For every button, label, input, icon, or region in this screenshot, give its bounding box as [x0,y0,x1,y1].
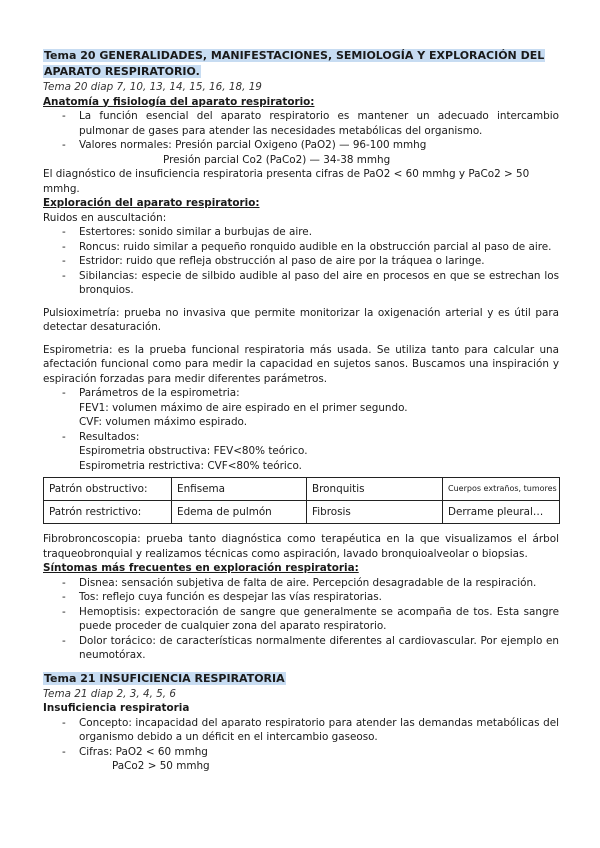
list-item: - Estridor: ruido que refleja obstrucción al paso de aire por la tráquea o laringe. [43,254,559,269]
resultados-list [43,430,559,445]
ruidos-intro: Ruidos en auscultación: [43,211,167,224]
tema21-title-text: Tema 21 INSUFICIENCIA RESPIRATORIA [44,671,285,685]
espirometria-text: Espirometria: es la prueba funcional respiratoria más usada. Se utiliza tanto para calcular una afectación funcional como para medir la capacidad en sujetos sanos. Buscamos una inspiración y espiración forzadas para medir diferentes parámetros. [43,343,559,385]
tema21-slides: Tema 21 diap 2, 3, 4, 5, 6 [43,687,176,700]
exploracion-heading: Exploración del aparato respiratorio: [43,197,260,209]
list-item: - Roncus: ruido similar a pequeño ronquido audible en la obstrucción parcial al paso de aire. [43,240,559,255]
table-cell: Derrame pleural… [443,501,560,524]
table-cell: Patrón restrictivo: [44,501,172,524]
table-cell: Patrón obstructivo: [44,478,172,501]
insuficiencia-heading: Insuficiencia respiratoria [43,702,190,714]
tema20-title-line2: APARATO RESPIRATORIO. [44,65,200,78]
anatomia-heading: Anatomía y fisiología del aparato respiratorio: [43,95,315,108]
table-row [44,478,560,501]
diagnostico-text: El diagnóstico de insuficiencia respiratoria presenta cifras de PaO2 < 60 mmhg y PaCo2 > 50 mmhg. [43,168,530,195]
list-item: - Estertores: sonido similar a burbujas de aire. [43,225,559,240]
list-item: - Dolor torácico: de características normalmente diferentes al cardiovascular. Por ejemplo en neumotórax. [43,634,559,663]
list-item: - Disnea: sensación subjetiva de falta de aire. Percepción desagradable de la respiración. [43,576,559,591]
tema21-title [43,671,559,687]
ruidos-list [43,225,559,298]
table-row [44,501,560,524]
fev1-text: FEV1: volumen máximo de aire espirado en el primer segundo. [79,401,408,414]
insuficiencia-list [43,716,559,760]
sintomas-list [43,576,559,663]
table-cell: Enfisema [172,478,307,501]
tema20-title-line1: Tema 20 GENERALIDADES, MANIFESTACIONES, SEMIOLOGÍA Y EXPLORACIÓN DEL [44,49,545,62]
patrones-table [43,477,560,524]
document-content [43,48,559,774]
sintomas-heading: Síntomas más frecuentes en exploración respiratoria: [43,562,359,574]
pulsioximetria-text: Pulsioximetría: prueba no invasiva que permite monitorizar la oxigenación arterial y es útil para detectar desaturación. [43,306,559,333]
list-item: - Cifras: PaO2 < 60 mmhg [43,745,559,760]
list-item: - Parámetros de la espirometria: [43,386,559,401]
tema20-title [43,48,559,80]
parametros-list [43,386,559,401]
valores-normales-cont: Presión parcial Co2 (PaCo2) — 34-38 mmhg [163,153,391,166]
list-item: - Resultados: [43,430,559,445]
cvf-text: CVF: volumen máximo espirado. [79,416,248,428]
list-item: - Sibilancias: especie de silbido audible al paso del aire en procesos en que se estrechan los bronquios. [43,269,559,298]
table-cell: Cuerpos extraños, tumores [443,478,560,501]
list-item: - Hemoptisis: expectoración de sangre que generalmente se acompaña de tos. Esta sangre puede proceder de cualquier zona del aparato respiratorio. [43,605,559,634]
anatomia-list [43,109,559,153]
cifras-cont: PaCo2 > 50 mmhg [112,760,210,772]
obstructiva-text: Espirometria obstructiva: FEV<80% teórico. [79,445,308,457]
table-cell: Fibrosis [307,501,443,524]
list-item: - Valores normales: Presión parcial Oxigeno (PaO2) — 96-100 mmhg [43,138,559,153]
restrictiva-text: Espirometria restrictiva: CVF<80% teórico. [79,459,302,472]
table-cell: Bronquitis [307,478,443,501]
fibrobroncoscopia-text: Fibrobroncoscopia: prueba tanto diagnóstica como terapéutica en la que visualizamos el árbol traqueobronquial y realizamos técnicas como aspiración, lavado bronquioalveolar o biopsias. [43,533,559,560]
table-cell: Edema de pulmón [172,501,307,524]
list-item: - Concepto: incapacidad del aparato respiratorio para atender las demandas metabólicas del organismo debido a un déficit en el intercambio gaseoso. [43,716,559,745]
tema20-slides: Tema 20 diap 7, 10, 13, 14, 15, 16, 18, 19 [43,81,262,93]
list-item: - Tos: reflejo cuya función es despejar las vías respiratorias. [43,590,559,605]
list-item: - La función esencial del aparato respiratorio es mantener un adecuado intercambio pulmonar de gases para atender las necesidades metabólicas del organismo. [43,109,559,138]
